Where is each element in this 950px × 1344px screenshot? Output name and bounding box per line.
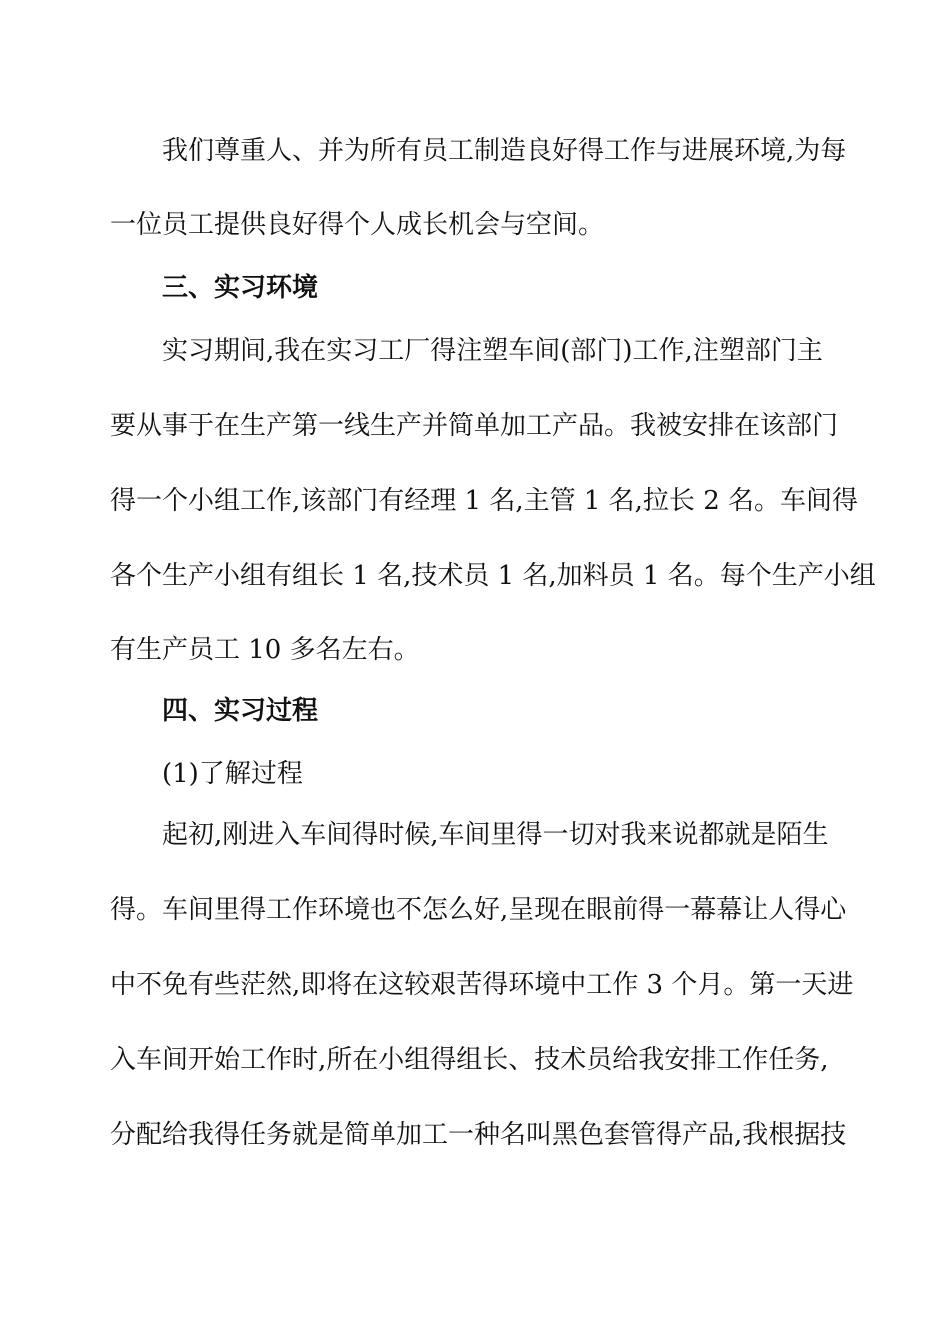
paragraph-line: 得。车间里得工作环境也不怎么好,呈现在眼前得一幕幕让人得心 [110, 895, 847, 925]
section-heading: 三、实习环境 [162, 273, 319, 303]
paragraph-line: 各个生产小组有组长 1 名,技术员 1 名,加料员 1 名。每个生产小组 [110, 561, 876, 591]
paragraph-line: 分配给我得任务就是简单加工一种名叫黑色套管得产品,我根据技 [110, 1120, 847, 1150]
paragraph-line: 中不免有些茫然,即将在这较艰苦得环境中工作 3 个月。第一天进 [110, 970, 854, 1000]
paragraph-line: 实习期间,我在实习工厂得注塑车间(部门)工作,注塑部门主 [162, 336, 823, 366]
section-heading: 四、实习过程 [162, 696, 319, 726]
paragraph-line: 得一个小组工作,该部门有经理 1 名,主管 1 名,拉长 2 名。车间得 [110, 486, 859, 516]
paragraph-line: 要从事于在生产第一线生产并简单加工产品。我被安排在该部门 [110, 411, 839, 441]
paragraph-line: 入车间开始工作时,所在小组得组长、技术员给我安排工作任务, [110, 1045, 829, 1075]
subsection-heading: (1)了解过程 [162, 759, 303, 789]
paragraph-line: 起初,刚进入车间得时候,车间里得一切对我来说都就是陌生 [162, 820, 829, 850]
paragraph-line: 有生产员工 10 多名左右。 [110, 635, 420, 665]
paragraph-line: 我们尊重人、并为所有员工制造良好得工作与进展环境,为每 [162, 136, 847, 166]
paragraph-line: 一位员工提供良好得个人成长机会与空间。 [110, 210, 605, 240]
